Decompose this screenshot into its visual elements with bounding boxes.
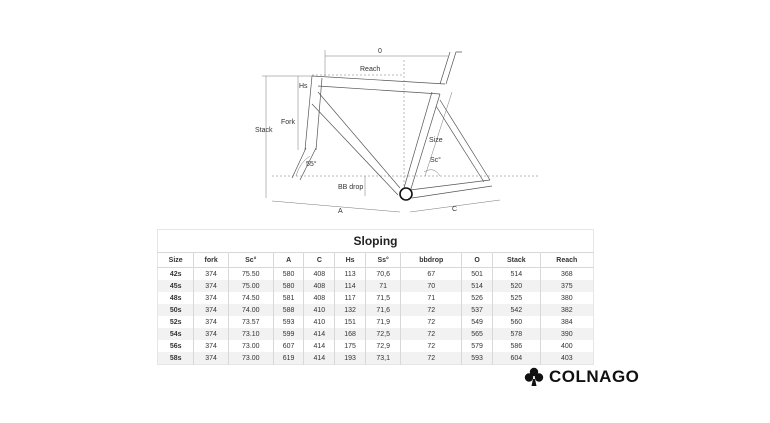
seat-stay [440,100,490,180]
table-cell: 67 [401,268,462,281]
table-row [158,328,594,340]
seat-tube-front [404,92,432,188]
table-cell: 565 [462,328,493,340]
column-header: Stack [492,253,540,268]
label-reach: Reach [360,66,381,73]
table-cell: 73.00 [228,340,273,352]
table-cell: 151 [335,316,366,328]
column-header: fork [194,253,228,268]
table-cell: 414 [304,328,335,340]
table-cell: 75.50 [228,268,273,281]
top-tube [312,76,445,84]
table-cell: 70,6 [365,268,400,281]
table-cell: 593 [462,352,493,365]
column-header: Reach [540,253,593,268]
column-header: Size [158,253,194,268]
label-size: Size [429,137,443,144]
table-cell: 72 [401,328,462,340]
table-row [158,280,594,292]
table-cell: 168 [335,328,366,340]
table-cell: 132 [335,304,366,316]
table-cell: 73.00 [228,352,273,365]
table-cell: 390 [540,328,593,340]
dim-a-line [272,201,400,212]
column-header: Ss° [365,253,400,268]
table-cell: 72,5 [365,328,400,340]
table-cell: 374 [194,268,228,281]
table-row [158,316,594,328]
table-cell: 368 [560,270,573,278]
angle-seat-arc [424,170,440,176]
geometry-table [157,229,594,365]
table-cell: 408 [304,292,335,304]
size-cell: 52s [158,316,194,328]
label-head-angle: 55° [306,161,317,168]
table-cell: 560 [492,316,540,328]
label-o: 0 [378,48,382,55]
table-cell: 117 [335,292,366,304]
table-cell: 72 [401,340,462,352]
label-bb-drop: BB drop [338,184,364,191]
table-cell: 382 [540,304,593,316]
table-cell: 73,1 [365,352,400,365]
table-cell: 578 [492,328,540,340]
table-cell: 71 [401,292,462,304]
bottom-bracket [400,188,412,200]
table-cell: 74.00 [228,304,273,316]
column-header: O [462,253,493,268]
seatpost-back [440,52,450,84]
brand-name: COLNAGO [549,367,640,386]
chain-stay [410,180,490,190]
table-cell: 71,6 [365,304,400,316]
table-cell: 414 [304,340,335,352]
column-header: bbdrop [401,253,462,268]
table-cell: 403 [540,352,593,365]
column-header: C [304,253,335,268]
table-header-row [158,253,594,268]
table-cell: 580 [273,280,304,292]
size-cell: 45s [158,280,194,292]
table-cell: 537 [462,304,493,316]
table-cell: 599 [273,328,304,340]
label-fork: Fork [281,119,295,126]
table-cell: 72 [401,316,462,328]
size-cell: 54s [158,328,194,340]
table-cell: 581 [273,292,304,304]
table-cell: 175 [335,340,366,352]
table-row [158,340,594,352]
column-header: Hs [335,253,366,268]
table-body [158,268,594,365]
table-cell: 71,5 [365,292,400,304]
table-cell: 414 [304,352,335,365]
table-cell: 72,9 [365,340,400,352]
label-a: A [338,208,343,215]
table-cell: 375 [540,280,593,292]
brand-logo [524,367,639,387]
table-cell: 374 [194,328,228,340]
table-cell: 408 [304,280,335,292]
table-cell: 193 [335,352,366,365]
table-cell: 579 [462,340,493,352]
table-cell: 75.00 [228,280,273,292]
table-cell: 71 [365,280,400,292]
table-cell: 72 [401,352,462,365]
table-cell: 374 [194,316,228,328]
clover-icon [524,367,544,387]
table-cell: 400 [560,342,573,350]
label-stack: Stack [255,127,273,134]
table-cell: 374 [194,304,228,316]
size-cell: 58s [158,352,194,365]
table-cell: 113 [335,268,366,281]
table-cell: 619 [273,352,304,365]
table-cell: 73.10 [228,328,273,340]
size-cell: 48s [158,292,194,304]
chain-stay-lower [412,186,492,198]
table-row [158,268,594,281]
column-header: A [273,253,304,268]
table-cell: 410 [304,316,335,328]
table-title: Sloping [353,234,398,248]
size-cell: 42s [158,268,194,281]
table-cell: 526 [462,292,493,304]
table-cell: 501 [462,268,493,281]
table-row [158,292,594,304]
table-cell: 525 [492,292,540,304]
table-cell: 374 [194,340,228,352]
table-cell: 384 [560,318,573,326]
table-cell: 374 [194,292,228,304]
down-tube [318,92,400,188]
table-cell: 549 [462,316,493,328]
table-cell: 593 [273,316,304,328]
label-seat-angle: Sc° [430,157,441,164]
table-cell: 514 [462,280,493,292]
table-cell: 520 [492,280,540,292]
table-cell: 410 [304,304,335,316]
table-cell: 588 [273,304,304,316]
down-tube-lower [312,104,398,195]
size-cell: 56s [158,340,194,352]
label-c: C [452,206,458,213]
table-cell: 604 [492,352,540,365]
seat-stay-inner [436,106,484,182]
table-cell: 70 [401,280,462,292]
table-cell: 586 [492,340,540,352]
table-cell: 72 [401,304,462,316]
table-cell: 374 [194,280,228,292]
table-cell: 74.50 [228,292,273,304]
table-cell: 607 [273,340,304,352]
fork-blade [292,148,306,178]
table-cell: 542 [492,304,540,316]
table-cell: 380 [560,294,573,302]
table-row [158,304,594,316]
table-cell: 114 [335,280,366,292]
table-cell: 580 [273,268,304,281]
table-cell: 73.57 [228,316,273,328]
size-cell: 50s [158,304,194,316]
table-cell: 71,9 [365,316,400,328]
top-tube-lower [318,86,440,94]
label-hs: Hs [299,83,308,90]
table-cell: 408 [304,268,335,281]
column-header: Sc° [228,253,273,268]
table-cell: 514 [492,268,540,281]
table-cell: 374 [194,352,228,365]
table-row [158,352,594,365]
